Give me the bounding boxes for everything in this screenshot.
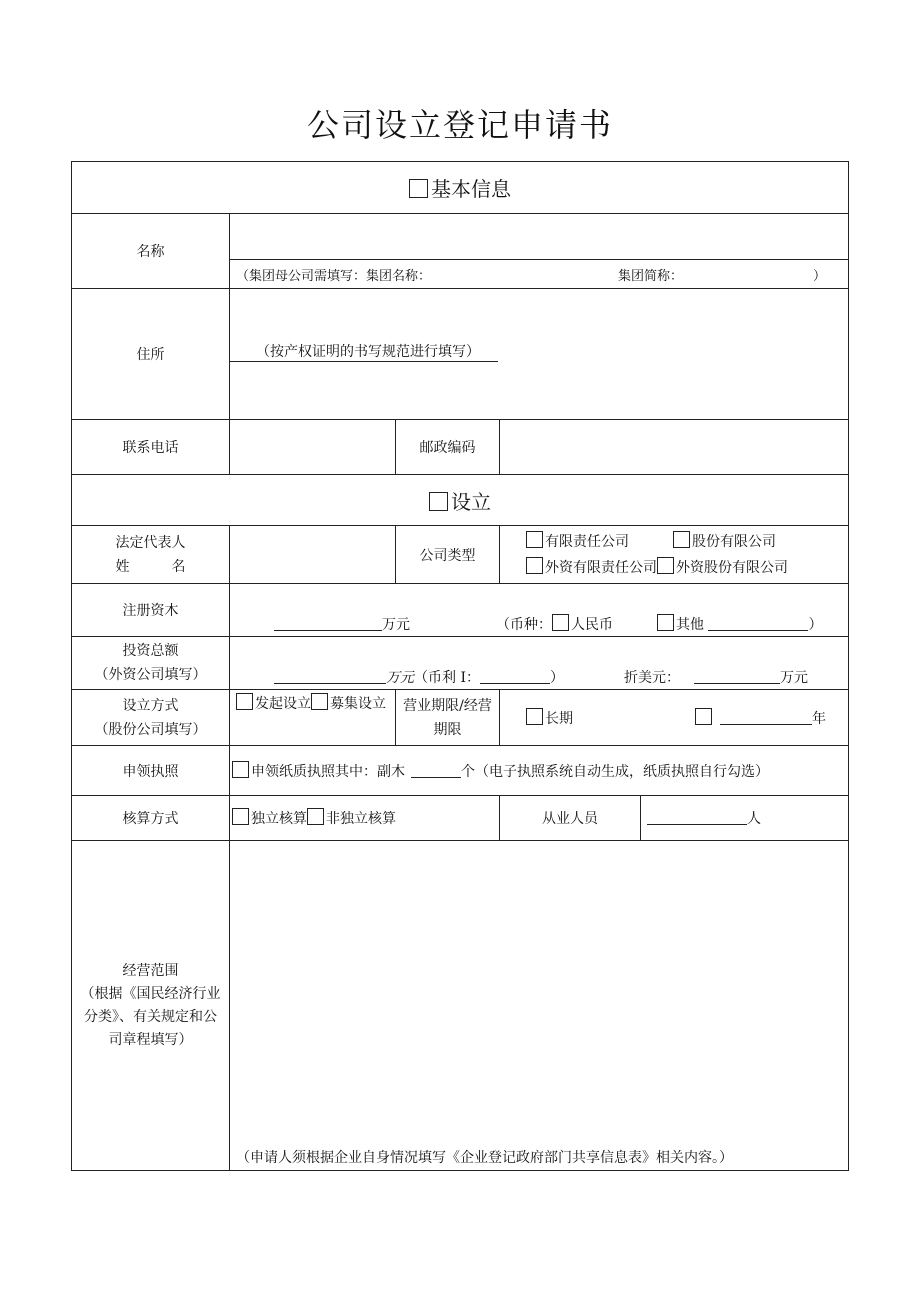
option-llc[interactable]: 有限责任公司	[526, 534, 629, 550]
checkbox-independent[interactable]	[232, 808, 249, 825]
option-rmb[interactable]: 人民币	[552, 617, 613, 633]
section-basic-info	[72, 162, 849, 214]
option-joint-stock[interactable]: 股份有限公司	[673, 534, 776, 550]
license-text: 申领纸质执照其中：副木	[251, 763, 405, 780]
checkbox-foreign-llc[interactable]	[526, 557, 543, 574]
total-investment-row: 万元（币利 I： ） 折美元： 万元	[230, 637, 849, 690]
checkbox-foreign-joint-stock[interactable]	[657, 557, 674, 574]
group-note-close: ）	[813, 268, 827, 284]
option-foreign-llc[interactable]: 外资有限责任公司	[526, 560, 657, 576]
name-field[interactable]	[230, 214, 849, 260]
usd-unit: 万元	[779, 670, 808, 686]
checkbox-promotion[interactable]	[236, 693, 253, 710]
group-note	[230, 260, 849, 289]
address-hint: （按产权证明的书写规范进行填写）	[230, 341, 498, 362]
postcode-field[interactable]	[500, 420, 849, 475]
scope-footnote: （申请人须根据企业自身情况填写《企业登记政府部门共享信息表》相关内容。）	[236, 1150, 733, 1166]
usd-input[interactable]	[694, 669, 780, 684]
registration-form	[71, 161, 849, 1171]
other-currency-input[interactable]	[708, 616, 808, 631]
accounting-label: 核算方式	[72, 796, 230, 841]
option-long-term[interactable]: 长期	[526, 711, 573, 727]
checkbox-llc[interactable]	[526, 531, 543, 548]
registered-capital-row: 万元 （币种： 人民币 其他 ）	[230, 584, 849, 637]
address-field[interactable]	[230, 289, 849, 420]
setup-method-label: 设立方式 （股份公司填写）	[72, 690, 230, 746]
option-promotion[interactable]: 发起设立	[236, 696, 311, 712]
phone-field[interactable]	[230, 420, 396, 475]
checkbox-basic-info[interactable]	[409, 179, 428, 198]
registered-capital-label: 注册资木	[72, 584, 230, 637]
registered-capital-unit: 万元	[382, 617, 410, 633]
postcode-label: 邮政编码	[396, 420, 500, 475]
document-title: 公司设立登记申请书	[306, 106, 613, 144]
option-independent[interactable]: 独立核算	[232, 811, 307, 827]
group-note-name: （集团母公司需填写：集团名称：	[236, 268, 432, 284]
legal-rep-label: 法定代表人 姓 名	[72, 526, 230, 584]
scope-field[interactable]	[230, 841, 849, 1171]
checkbox-setup[interactable]	[429, 492, 448, 511]
currency-prefix: （币种：	[496, 617, 552, 633]
accounting-options	[230, 796, 500, 841]
setup-method-options	[230, 690, 396, 746]
group-note-short: 集团简称：	[618, 268, 684, 284]
name-label: 名称	[72, 214, 230, 289]
option-foreign-joint-stock[interactable]: 外资股份有限公司	[657, 560, 788, 576]
license-label: 申领执照	[72, 746, 230, 796]
checkbox-other-currency[interactable]	[657, 614, 674, 631]
company-type-label: 公司类型	[396, 526, 500, 584]
checkbox-rmb[interactable]	[552, 614, 569, 631]
employees-input[interactable]	[647, 810, 747, 825]
employees-label: 从业人员	[500, 796, 641, 841]
company-type-options	[500, 526, 849, 584]
option-fixed-term[interactable]	[695, 711, 714, 727]
checkbox-joint-stock[interactable]	[673, 531, 690, 548]
section-setup	[72, 475, 849, 526]
checkbox-offering[interactable]	[311, 693, 328, 710]
section-basic-info-label: 基本信息	[431, 177, 512, 201]
registered-capital-input[interactable]	[274, 616, 382, 631]
checkbox-fixed-term[interactable]	[695, 708, 712, 725]
usd-label: 折美元：	[623, 670, 680, 686]
license-row	[230, 746, 849, 796]
total-investment-label: 投资总额 （外资公司填写）	[72, 637, 230, 690]
investment-currency-prefix: （币利 I：	[414, 670, 480, 686]
business-term-options	[500, 690, 849, 746]
scope-label: 经营范围 （根据《国民经济行业 分类》、有关规定和公 司章程填写）	[72, 841, 230, 1171]
employees-row	[641, 796, 849, 841]
employees-unit: 人	[747, 811, 761, 827]
total-investment-input[interactable]	[274, 669, 386, 684]
phone-label: 联系电话	[72, 420, 230, 475]
business-term-label: 营业期限/经营 期限	[396, 690, 500, 746]
option-non-independent[interactable]: 非独立核算	[307, 811, 396, 827]
term-years-input[interactable]	[720, 710, 812, 725]
license-note: 个（电子执照系统自动生成，纸质执照自行勾选）	[461, 763, 769, 780]
checkbox-non-independent[interactable]	[307, 808, 324, 825]
legal-rep-field[interactable]	[230, 526, 396, 584]
total-investment-unit: 万元	[386, 670, 414, 686]
license-copies-input[interactable]	[411, 763, 461, 778]
year-unit: 年	[812, 710, 826, 727]
section-setup-label: 设立	[451, 489, 492, 514]
option-offering[interactable]: 募集设立	[311, 696, 386, 712]
address-label: 住所	[72, 289, 230, 420]
option-other-currency[interactable]: 其他	[657, 617, 704, 633]
checkbox-paper-license[interactable]	[232, 761, 249, 778]
checkbox-long-term[interactable]	[526, 708, 543, 725]
investment-currency-input[interactable]	[480, 669, 550, 684]
